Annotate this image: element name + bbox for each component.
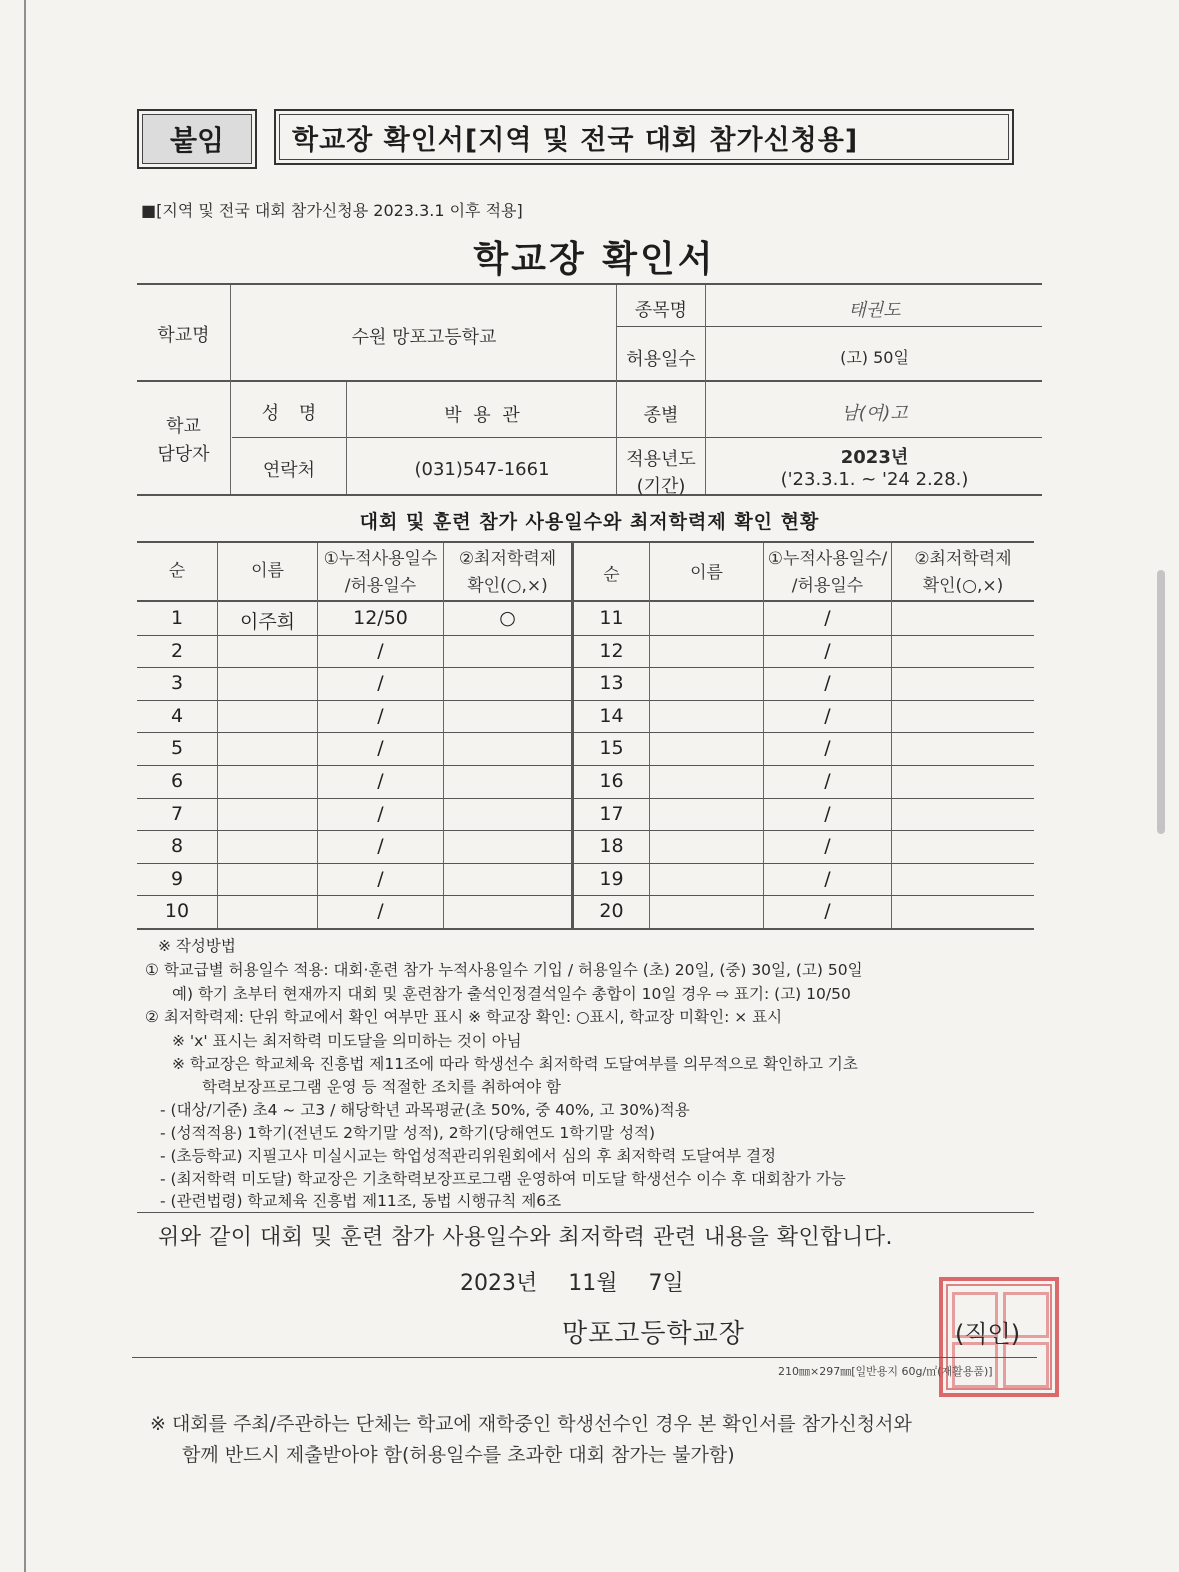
note-3: ※ 'x' 표시는 최저학력 미도달을 의미하는 것이 아님 [172, 1032, 522, 1050]
left-row-num: 7 [170, 803, 184, 825]
scrollbar[interactable] [1157, 570, 1165, 834]
right-row-num: 19 [599, 868, 624, 890]
header-check-left-2: 확인(○,×) [467, 576, 548, 596]
principal-title: 망포고등학교장 [562, 1319, 745, 1349]
footer-note-line-1: ※ 대회를 주최/주관하는 단체는 학교에 재학중인 학생선수인 경우 본 확인서를 참가신청서와 [150, 1413, 912, 1435]
header-usage-right-1: ①누적사용일수/ [767, 549, 888, 569]
right-row-num: 17 [599, 803, 624, 825]
year-value: 2023년 [840, 447, 909, 468]
row-divider [137, 863, 1034, 864]
right-row-usage: / [824, 770, 831, 792]
contact-group-label-1: 학교 [166, 416, 201, 437]
left-row-num: 4 [170, 705, 184, 727]
year-label-2: (기간) [636, 476, 686, 497]
left-row-num: 10 [164, 900, 190, 922]
attachment-tag: 붙임 [137, 109, 257, 169]
note-5: - (대상/기준) 초4 ~ 고3 / 해당학년 과목평균(초 50%, 중 40%, 고 30%)적용 [160, 1101, 690, 1119]
right-row-num: 14 [599, 705, 624, 727]
row-divider [137, 635, 1034, 636]
left-row-usage: / [377, 868, 384, 890]
left-row-usage: / [377, 835, 384, 857]
left-row-usage: / [377, 705, 384, 727]
note-4a: ※ 학교장은 학교체육 진흥법 제11조에 따라 학생선수 최저학력 도달여부를 의무적으로 확인하고 기초 [172, 1055, 858, 1073]
manager-name-value: 박 용 관 [444, 405, 520, 426]
note-4b: 학력보장프로그램 운영 등 적절한 조치를 취하여야 함 [202, 1078, 561, 1096]
allowed-days-value: (고) 50일 [840, 348, 909, 367]
left-row-usage: / [377, 640, 384, 662]
row-divider [137, 667, 1034, 668]
left-row-num: 1 [170, 607, 184, 629]
right-row-num: 16 [599, 770, 624, 792]
row-divider [137, 700, 1034, 701]
contact-group-label-2: 담당자 [157, 444, 210, 465]
header-num-right: 순 [603, 565, 620, 585]
note-2: ② 최저학력제: 단위 학교에서 확인 여부만 표시 ※ 학교장 확인: ○표시, 학교장 미확인: × 표시 [145, 1008, 783, 1026]
left-row-check: ○ [499, 607, 516, 629]
row-divider [137, 798, 1034, 799]
issue-date: 2023년 11월 7일 [460, 1271, 684, 1296]
left-row-num: 2 [170, 640, 184, 662]
header-usage-left-2: /허용일수 [344, 576, 417, 596]
header-check-right-1: ②최저학력제 [914, 549, 1012, 569]
left-row-num: 9 [170, 868, 184, 890]
header-name-right: 이름 [690, 563, 723, 583]
note-8: - (최저학력 미도달) 학교장은 기초학력보장프로그램 운영하여 미도달 학생선수 이수 후 대회참가 가능 [160, 1170, 846, 1188]
header-check-left-1: ②최저학력제 [458, 549, 557, 569]
applicability-note: ■[지역 및 전국 대회 참가신청용 2023.3.1 이후 적용] [141, 201, 523, 220]
left-row-usage: / [377, 672, 384, 694]
note-9: - (관련법령) 학교체육 진흥법 제11조, 동법 시행규칙 제6조 [160, 1192, 562, 1210]
row-divider [137, 732, 1034, 733]
left-row-usage: / [377, 900, 384, 922]
instructions-heading: ※ 작성방법 [158, 937, 236, 955]
note-6: - (성적적용) 1학기(전년도 2학기말 성적), 2학기(당해연도 1학기말 성적) [160, 1124, 656, 1142]
right-row-usage: / [824, 705, 831, 727]
document-header-title: 학교장 확인서[지역 및 전국 대회 참가신청용] [274, 109, 1014, 165]
right-row-usage: / [824, 640, 831, 662]
right-row-num: 18 [599, 835, 624, 857]
right-row-num: 20 [599, 900, 624, 922]
period-value: ('23.3.1. ~ '24 2.28.) [780, 469, 969, 490]
confirmation-statement: 위와 같이 대회 및 훈련 참가 사용일수와 최저학력 관련 내용을 확인합니다. [158, 1225, 893, 1250]
allowed-days-label: 허용일수 [626, 349, 696, 370]
left-row-num: 8 [170, 835, 184, 857]
page-title: 학교장 확인서 [473, 239, 716, 280]
right-row-usage: / [824, 672, 831, 694]
note-1a: ① 학교급별 허용일수 적용: 대회·훈련 참가 누적사용일수 기입 / 허용일수 (초) 20일, (중) 30일, (고) 50일 [145, 961, 863, 979]
header-check-right-2: 확인(○,×) [922, 576, 1004, 596]
right-row-usage: / [824, 835, 831, 857]
note-7: - (초등학교) 지필고사 미실시교는 학업성적관리위원회에서 심의 후 최저학력 도달여부 결정 [160, 1147, 777, 1165]
row-divider [137, 830, 1034, 831]
seal-label: (직인) [955, 1320, 1021, 1348]
header-num-left: 순 [168, 561, 186, 581]
note-1b: 예) 학기 초부터 현재까지 대회 및 훈련참가 출석인정결석일수 총합이 10일 경우 ⇨ 표기: (고) 10/50 [172, 985, 851, 1003]
right-row-num: 15 [599, 737, 624, 759]
row-divider [137, 765, 1034, 766]
left-row-num: 3 [170, 672, 184, 694]
left-row-num: 6 [170, 770, 184, 792]
row-divider [137, 895, 1034, 896]
right-row-usage: / [824, 900, 831, 922]
left-row-name: 이주희 [239, 611, 296, 633]
phone-value: (031)547-1661 [414, 459, 550, 480]
status-section-title: 대회 및 훈련 참가 사용일수와 최저학력제 확인 현황 [359, 511, 820, 533]
left-row-usage: 12/50 [353, 607, 408, 629]
right-row-usage: / [824, 868, 831, 890]
type-value: 남(여)고 [841, 403, 908, 424]
school-name-label: 학교명 [157, 325, 210, 346]
year-label-1: 적용년도 [626, 449, 696, 470]
right-row-usage: / [824, 607, 831, 629]
school-name-value: 수원 망포고등학교 [351, 327, 497, 348]
left-row-usage: / [377, 803, 384, 825]
footer-note-line-2: 함께 반드시 제출받아야 함(허용일수를 초과한 대회 참가는 불가함) [182, 1444, 735, 1466]
header-name-left: 이름 [251, 561, 284, 581]
paper-spec: 210㎜×297㎜[일반용지 60g/㎡(재활용품)] [778, 1365, 993, 1378]
header-usage-right-2: /허용일수 [791, 576, 864, 596]
left-row-usage: / [377, 737, 384, 759]
name-label: 성 명 [261, 403, 317, 424]
left-row-usage: / [377, 770, 384, 792]
type-label: 종별 [643, 405, 679, 426]
event-label: 종목명 [634, 300, 688, 321]
event-value: 태권도 [848, 300, 901, 321]
header-usage-left-1: ①누적사용일수 [323, 549, 438, 569]
right-row-usage: / [824, 803, 831, 825]
right-row-num: 11 [599, 607, 624, 629]
right-row-num: 12 [599, 640, 624, 662]
left-row-num: 5 [170, 737, 184, 759]
right-row-usage: / [824, 737, 831, 759]
right-row-num: 13 [599, 672, 624, 694]
phone-label: 연락처 [262, 460, 316, 481]
